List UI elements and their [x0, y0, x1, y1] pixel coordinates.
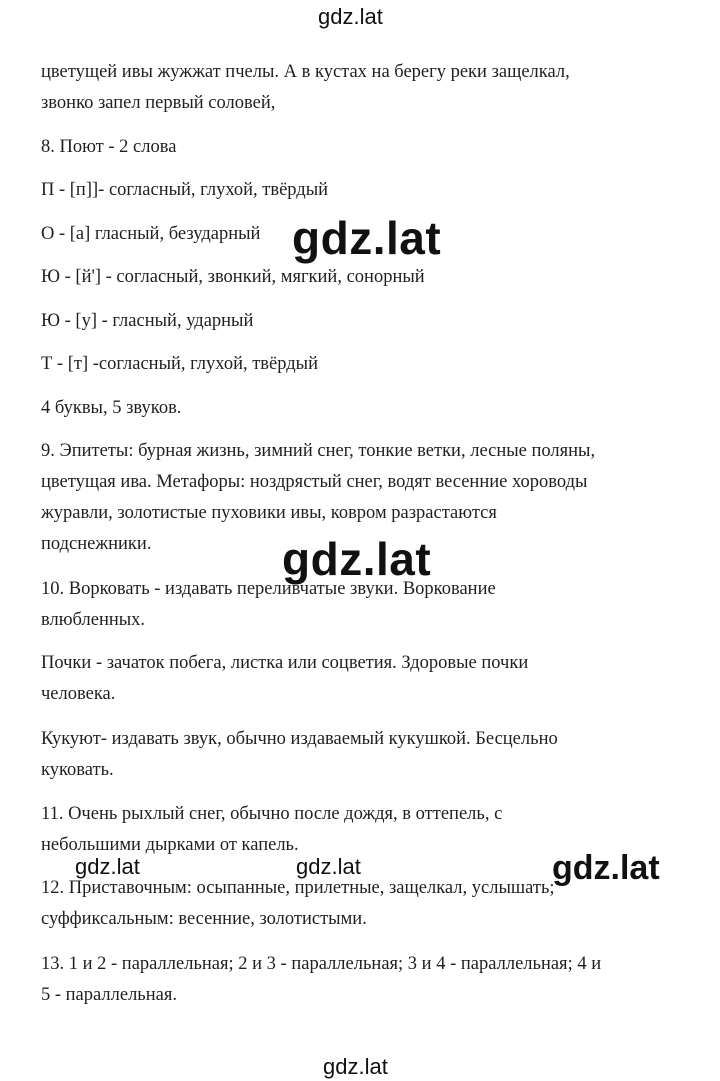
- text-line: 8. Поют - 2 слова: [41, 137, 177, 157]
- text-line: Ю - [й'] - согласный, звонкий, мягкий, сонорный: [41, 267, 425, 287]
- paragraph-sound-yu-1: [41, 262, 691, 293]
- text-line: 13. 1 и 2 - параллельная; 2 и 3 - параллельная; 3 и 4 - параллельная; 4 и: [41, 954, 602, 974]
- text-line: 11. Очень рыхлый снег, обычно после дождя, в оттепель, с: [41, 804, 503, 824]
- paragraph-task-13: [41, 949, 691, 1011]
- watermark-bottom: gdz.lat: [323, 1054, 388, 1079]
- text-line: 10. Ворковать - издавать переливчатые звуки. Воркование: [41, 579, 496, 599]
- text-line: 9. Эпитеты: бурная жизнь, зимний снег, тонкие ветки, лесные поляны,: [41, 441, 596, 461]
- text-line: Ю - [у] - гласный, ударный: [41, 311, 254, 331]
- text-line: журавли, золотистые пуховики ивы, ковром разрастаются: [41, 503, 497, 523]
- watermark-center-upper: gdz.lat: [292, 212, 442, 264]
- paragraph-buds: [41, 648, 691, 710]
- text-line: влюбленных.: [41, 610, 146, 630]
- text-line: подснежники.: [41, 534, 152, 554]
- text-line: Почки - зачаток побега, листка или соцветия. Здоровые почки: [41, 653, 529, 673]
- text-line: человека.: [41, 684, 116, 704]
- watermark-row-left: gdz.lat: [75, 854, 140, 879]
- watermark-top: gdz.lat: [318, 4, 383, 29]
- text-line: 12. Приставочным: осыпанные, прилетные, защелкал, услышать;: [41, 878, 555, 898]
- watermark-row-right: gdz.lat: [552, 849, 660, 887]
- paragraph-sound-yu-2: [41, 306, 691, 337]
- text-line: 4 буквы, 5 звуков.: [41, 398, 182, 418]
- paragraph-cuckoo: [41, 724, 691, 786]
- text-line: цветущая ива. Метафоры: ноздрястый снег, водят весенние хороводы: [41, 472, 588, 492]
- paragraph-intro: [41, 57, 691, 119]
- text-line: О - [а] гласный, безударный: [41, 224, 261, 244]
- watermark-row-middle: gdz.lat: [296, 854, 361, 879]
- paragraph-letter-count: [41, 393, 691, 424]
- text-line: цветущей ивы жужжат пчелы. А в кустах на берегу реки защелкал,: [41, 62, 570, 82]
- text-line: 5 - параллельная.: [41, 985, 177, 1005]
- text-line: П - [п]]- согласный, глухой, твёрдый: [41, 180, 329, 200]
- paragraph-task-8: [41, 132, 691, 163]
- text-line: небольшими дырками от капель.: [41, 835, 299, 855]
- paragraph-sound-t: [41, 349, 691, 380]
- paragraph-sound-p: [41, 175, 691, 206]
- text-line: суффиксальным: весенние, золотистыми.: [41, 909, 367, 929]
- text-line: звонко запел первый соловей,: [41, 93, 276, 113]
- watermark-center-lower: gdz.lat: [282, 533, 432, 585]
- text-line: куковать.: [41, 760, 114, 780]
- text-line: Т - [т] -согласный, глухой, твёрдый: [41, 354, 319, 374]
- text-line: Кукуют- издавать звук, обычно издаваемый кукушкой. Бесцельно: [41, 729, 558, 749]
